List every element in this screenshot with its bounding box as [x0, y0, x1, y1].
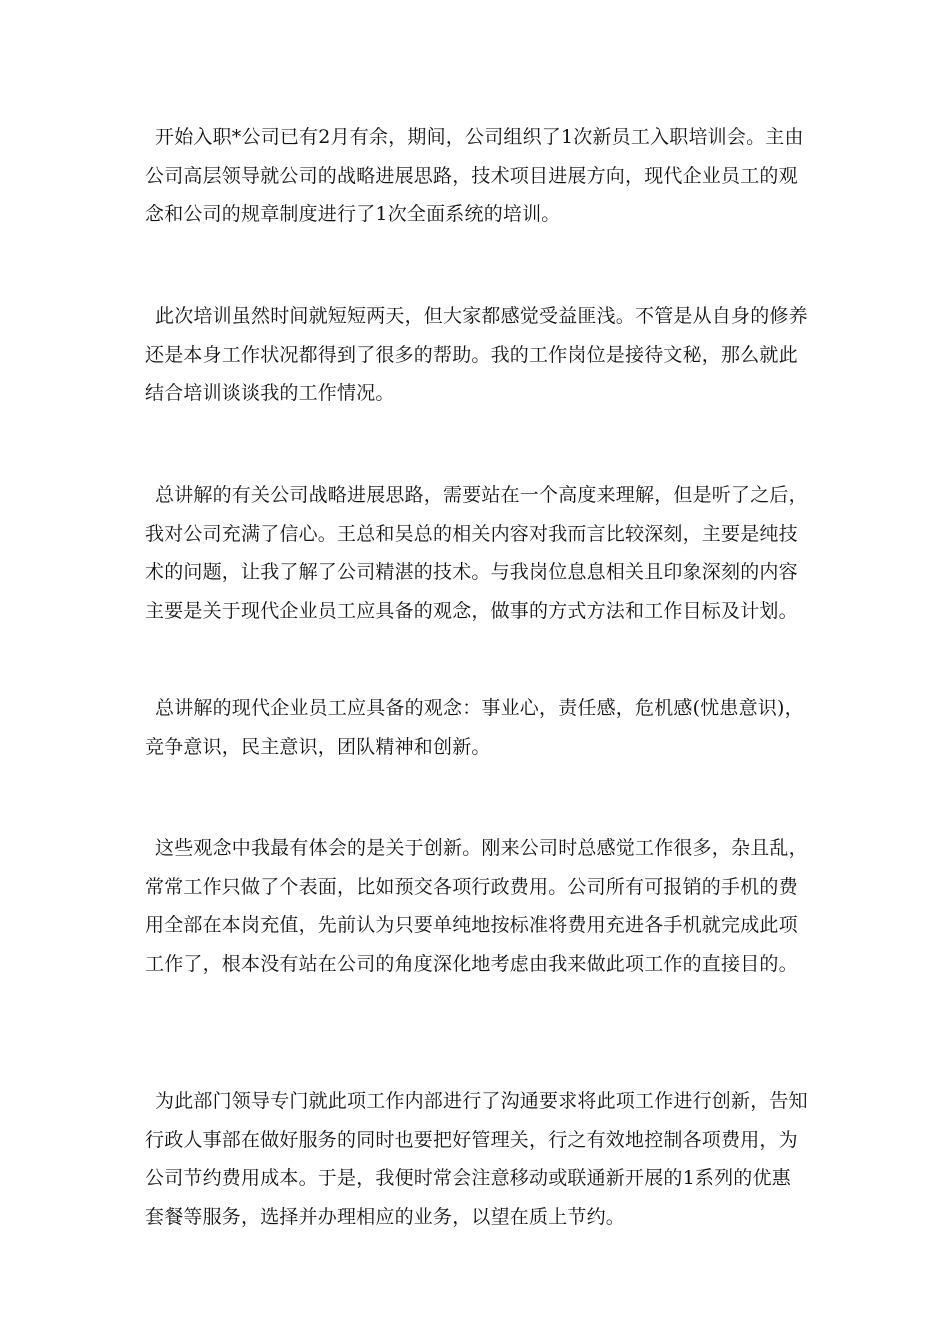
paragraph-3: 总讲解的有关公司战略进展思路，需要站在一个高度来理解，但是听了之后，我对公司充满了信心。王总和吴总的相关内容对我而言比较深刻，主要是纯技术的问题，让我了解了公司精湛的技术。与我岗位息息相关且印象深刻的内容主要是关于现代企业员工应具备的观念，做事的方式方法和工作目标及计划。 — [145, 484, 808, 622]
paragraph-5: 这些观念中我最有体会的是关于创新。刚来公司时总感觉工作很多，杂且乱，常常工作只做了个表面，比如预交各项行政费用。公司所有可报销的手机的费用全部在本岗充值，先前认为只要单纯地按标准将费用充进各手机就完成此项工作了，根本没有站在公司的角度深化地考虑由我来做此项工作的直接目的。 — [145, 837, 808, 975]
paragraph-2: 此次培训虽然时间就短短两天，但大家都感觉受益匪浅。不管是从自身的修养还是本身工作状况都得到了很多的帮助。我的工作岗位是接待文秘，那么就此结合培训谈谈我的工作情况。 — [145, 305, 808, 404]
paragraph-1: 开始入职*公司已有2月有余，期间，公司组织了1次新员工入职培训会。主由公司高层领导就公司的战略进展思路，技术项目进展方向，现代企业员工的观念和公司的规章制度进行了1次全面系统的培训。 — [145, 126, 804, 225]
paragraph-4: 总讲解的现代企业员工应具备的观念：事业心，责任感，危机感(忧患意识)，竞争意识，民主意识，团队精神和创新。 — [145, 697, 804, 758]
paragraph-6: 为此部门领导专门就此项工作内部进行了沟通要求将此项工作进行创新，告知行政人事部在做好服务的同时也要把好管理关，行之有效地控制各项费用，为公司节约费用成本。于是，我便时常会注意移动或联通新开展的1系列的优惠套餐等服务，选择并办理相应的业务，以望在质上节约。 — [145, 1090, 808, 1228]
